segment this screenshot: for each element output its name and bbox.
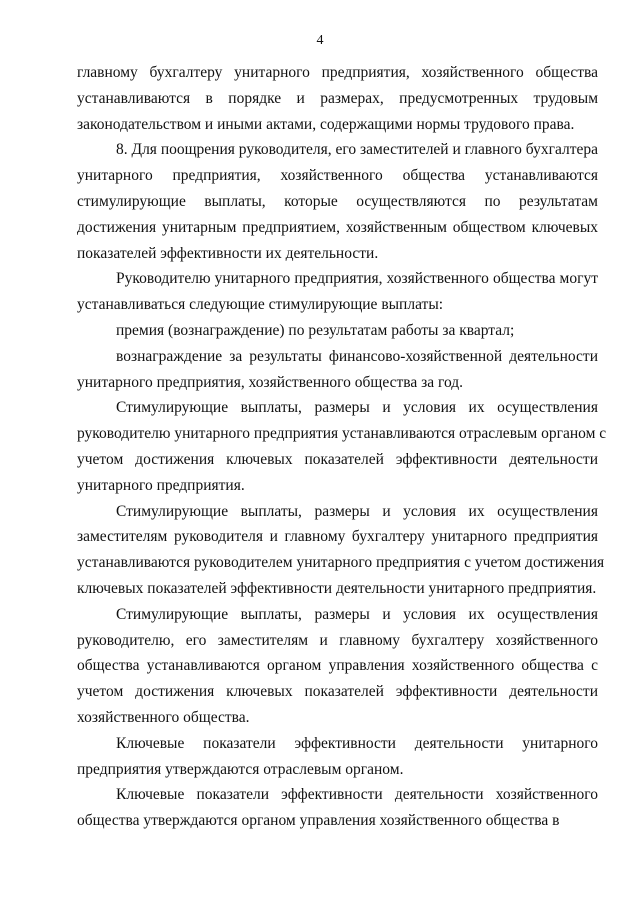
paragraph xyxy=(77,318,598,344)
paragraph-line: учетом достижения ключевых показателей эффективности деятельности xyxy=(77,683,598,701)
paragraph-line: вознаграждение за результаты финансово-хозяйственной деятельности xyxy=(116,347,598,365)
paragraph-line: унитарного предприятия, хозяйственного общества устанавливаются xyxy=(77,167,598,185)
paragraph-line: устанавливаться следующие стимулирующие выплаты: xyxy=(77,296,444,314)
paragraph xyxy=(77,344,598,396)
paragraph-line: достижения унитарным предприятием, хозяйственным обществом ключевых xyxy=(77,218,598,236)
paragraph-line: стимулирующие выплаты, которые осуществляются по результатам xyxy=(77,192,598,210)
paragraph-line: общества утверждаются органом управления хозяйственного общества в xyxy=(77,812,560,830)
paragraph-line: предприятия утверждаются отраслевым органом. xyxy=(77,760,404,778)
paragraph-line: показателей эффективности их деятельности. xyxy=(77,244,379,262)
document-body xyxy=(77,60,607,834)
paragraph-line: Ключевые показатели эффективности деятельности унитарного xyxy=(116,734,598,752)
paragraph-line: Стимулирующие выплаты, размеры и условия их осуществления xyxy=(116,502,598,520)
paragraph xyxy=(77,499,605,602)
paragraph-line: хозяйственного общества. xyxy=(77,708,250,726)
paragraph xyxy=(77,602,598,731)
paragraph-line: унитарного предприятия, хозяйственного общества за год. xyxy=(77,373,464,391)
paragraph-line: 8. Для поощрения руководителя, его заместителей и главного бухгалтера xyxy=(116,141,598,159)
paragraph-line: руководителю, его заместителям и главному бухгалтеру хозяйственного xyxy=(77,631,598,649)
paragraph xyxy=(77,60,598,137)
paragraph-line: устанавливаются руководителем унитарного предприятия с учетом достижения xyxy=(77,554,605,572)
paragraph xyxy=(77,266,598,318)
paragraph xyxy=(77,137,598,266)
paragraph-line: Стимулирующие выплаты, размеры и условия их осуществления xyxy=(116,605,598,623)
paragraph xyxy=(77,395,607,498)
page-number: 4 xyxy=(316,33,324,48)
paragraph-line: устанавливаются в порядке и размерах, предусмотренных трудовым xyxy=(77,89,598,107)
paragraph-line: Стимулирующие выплаты, размеры и условия их осуществления xyxy=(116,399,598,417)
paragraph-line: ключевых показателей эффективности деятельности унитарного предприятия. xyxy=(77,579,597,597)
paragraph-line: унитарного предприятия. xyxy=(77,476,245,494)
paragraph-line: Ключевые показатели эффективности деятельности хозяйственного xyxy=(116,786,598,804)
paragraph-line: законодательством и иными актами, содержащими нормы трудового права. xyxy=(77,115,575,133)
paragraph-line: премия (вознаграждение) по результатам работы за квартал; xyxy=(116,321,515,339)
paragraph-line: общества устанавливаются органом управления хозяйственного общества с xyxy=(77,657,598,675)
paragraph-line: учетом достижения ключевых показателей эффективности деятельности xyxy=(77,450,598,468)
paragraph-line: главному бухгалтеру унитарного предприятия, хозяйственного общества xyxy=(77,64,598,81)
paragraph xyxy=(77,782,598,834)
paragraph xyxy=(77,731,598,783)
paragraph-line: руководителю унитарного предприятия устанавливаются отраслевым органом с xyxy=(77,425,607,443)
paragraph-line: заместителям руководителя и главному бухгалтеру унитарного предприятия xyxy=(77,528,598,546)
paragraph-line: Руководителю унитарного предприятия, хозяйственного общества могут xyxy=(116,270,598,288)
